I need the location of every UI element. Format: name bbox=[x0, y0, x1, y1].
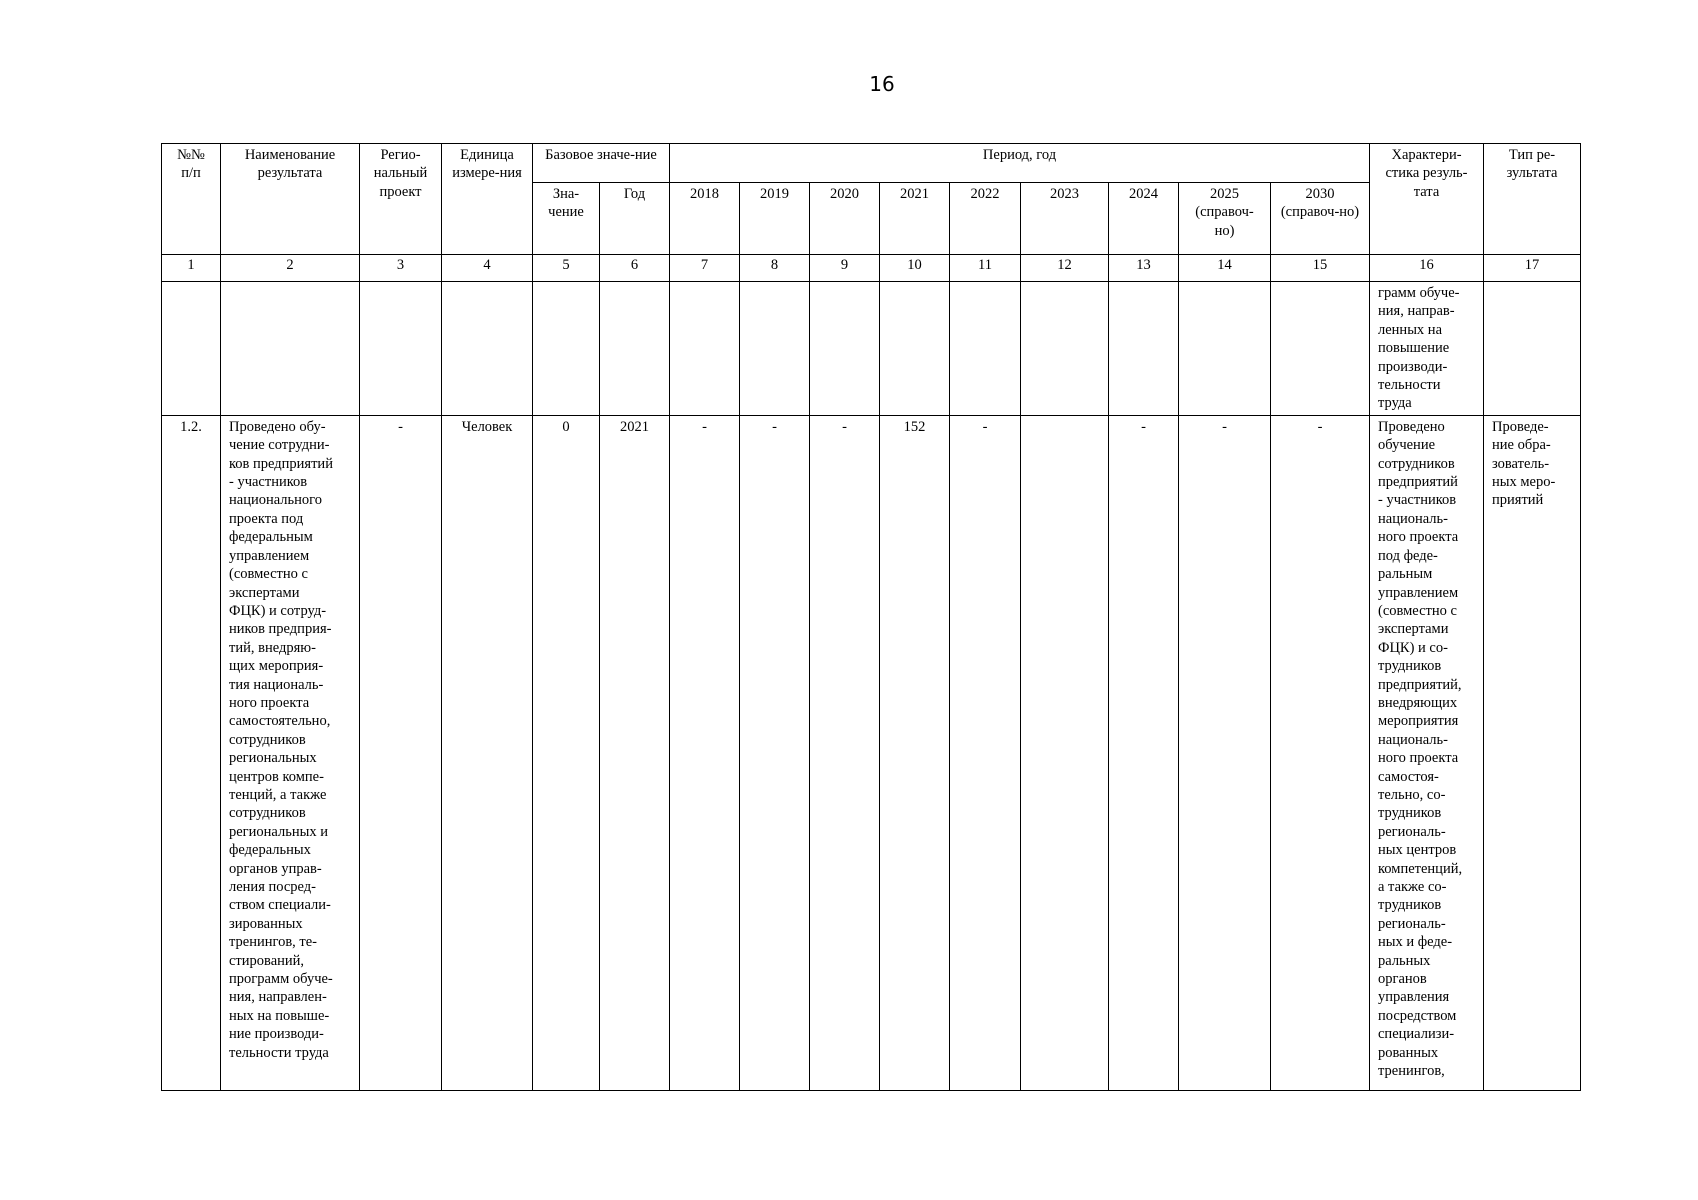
header-type: Тип ре-зультата bbox=[1484, 144, 1581, 255]
header-num: №№ п/п bbox=[162, 144, 221, 255]
column-number: 1 bbox=[162, 255, 221, 282]
result-type: Проведе- ние обра- зователь- ных меро- приятий bbox=[1484, 415, 1581, 1090]
header-base-value: Базовое значе-ние bbox=[533, 144, 670, 183]
continuation-characteristic: грамм обуче- ния, направ- ленных на повышение производи- тельности труда bbox=[1370, 282, 1484, 416]
column-number: 13 bbox=[1109, 255, 1179, 282]
results-table bbox=[161, 143, 1581, 1091]
header-name: Наименование результата bbox=[221, 144, 360, 255]
empty-cell bbox=[1179, 282, 1271, 416]
empty-cell bbox=[670, 282, 740, 416]
value-2022: - bbox=[950, 415, 1021, 1090]
value-2019: - bbox=[740, 415, 810, 1090]
column-number: 17 bbox=[1484, 255, 1581, 282]
empty-cell bbox=[810, 282, 880, 416]
column-numbers-row bbox=[162, 255, 1581, 282]
header-year-2025: 2025 (справоч-но) bbox=[1179, 183, 1271, 255]
unit: Человек bbox=[442, 415, 533, 1090]
column-number: 2 bbox=[221, 255, 360, 282]
table-row-1-2 bbox=[162, 415, 1581, 1090]
empty-cell bbox=[1271, 282, 1370, 416]
row-num: 1.2. bbox=[162, 415, 221, 1090]
header-year-2020: 2020 bbox=[810, 183, 880, 255]
empty-cell bbox=[1109, 282, 1179, 416]
column-number: 10 bbox=[880, 255, 950, 282]
column-number: 11 bbox=[950, 255, 1021, 282]
empty-cell bbox=[162, 282, 221, 416]
column-number: 8 bbox=[740, 255, 810, 282]
empty-cell bbox=[880, 282, 950, 416]
header-year-2024: 2024 bbox=[1109, 183, 1179, 255]
base-value: 0 bbox=[533, 415, 600, 1090]
column-number: 5 bbox=[533, 255, 600, 282]
empty-cell bbox=[221, 282, 360, 416]
column-number: 4 bbox=[442, 255, 533, 282]
page-number: 16 bbox=[869, 72, 895, 96]
column-number: 14 bbox=[1179, 255, 1271, 282]
header-regional-project: Регио-нальный проект bbox=[360, 144, 442, 255]
column-number: 6 bbox=[600, 255, 670, 282]
header-period: Период, год bbox=[670, 144, 1370, 183]
value-2030: - bbox=[1271, 415, 1370, 1090]
header-characteristic: Характери-стика резуль-тата bbox=[1370, 144, 1484, 255]
header-year-2023: 2023 bbox=[1021, 183, 1109, 255]
column-number: 15 bbox=[1271, 255, 1370, 282]
value-2018: - bbox=[670, 415, 740, 1090]
column-number: 12 bbox=[1021, 255, 1109, 282]
value-2021: 152 bbox=[880, 415, 950, 1090]
result-name: Проведено обу- чение сотрудни- ков предприятий - участников национального проекта под федеральным управлением (совместно с экспертами ФЦК) и сотруд- ников предприя- тий, внедряю- щих мероприя- тия националь- ного проекта самостоятельно, сотрудников региональных центров компе- тенций, а также сотрудников региональных и федеральных органов управ- ления посред- ством специали- зированных тренингов, те- стирований, программ обуче- ния, направлен- ных на повыше- ние производи- тельности труда bbox=[221, 415, 360, 1090]
empty-cell bbox=[442, 282, 533, 416]
empty-cell bbox=[360, 282, 442, 416]
value-2024: - bbox=[1109, 415, 1179, 1090]
empty-cell bbox=[740, 282, 810, 416]
empty-cell bbox=[1484, 282, 1581, 416]
value-2025: - bbox=[1179, 415, 1271, 1090]
column-number: 7 bbox=[670, 255, 740, 282]
header-base-value-value: Зна-чение bbox=[533, 183, 600, 255]
header-year-2021: 2021 bbox=[880, 183, 950, 255]
value-2020: - bbox=[810, 415, 880, 1090]
header-year-2030: 2030 (справоч-но) bbox=[1271, 183, 1370, 255]
header-year-2022: 2022 bbox=[950, 183, 1021, 255]
empty-cell bbox=[533, 282, 600, 416]
value-2023 bbox=[1021, 415, 1109, 1090]
header-year-2018: 2018 bbox=[670, 183, 740, 255]
base-year: 2021 bbox=[600, 415, 670, 1090]
empty-cell bbox=[950, 282, 1021, 416]
empty-cell bbox=[1021, 282, 1109, 416]
regional-project: - bbox=[360, 415, 442, 1090]
result-characteristic: Проведено обучение сотрудников предприятий - участников националь- ного проекта под феде- ральным управлением (совместно с экспертами ФЦК) и со- трудников предприятий, внедряющих мероприятия националь- ного проекта самостоя- тельно, со- трудников региональ- ных центров компетенций, а также со- трудников региональ- ных и феде- ральных органов управления посредством специализи- рованных тренингов, bbox=[1370, 415, 1484, 1090]
column-number: 3 bbox=[360, 255, 442, 282]
continuation-row bbox=[162, 282, 1581, 416]
header-base-value-year: Год bbox=[600, 183, 670, 255]
header-unit: Единица измере-ния bbox=[442, 144, 533, 255]
column-number: 9 bbox=[810, 255, 880, 282]
header-year-2019: 2019 bbox=[740, 183, 810, 255]
empty-cell bbox=[600, 282, 670, 416]
column-number: 16 bbox=[1370, 255, 1484, 282]
